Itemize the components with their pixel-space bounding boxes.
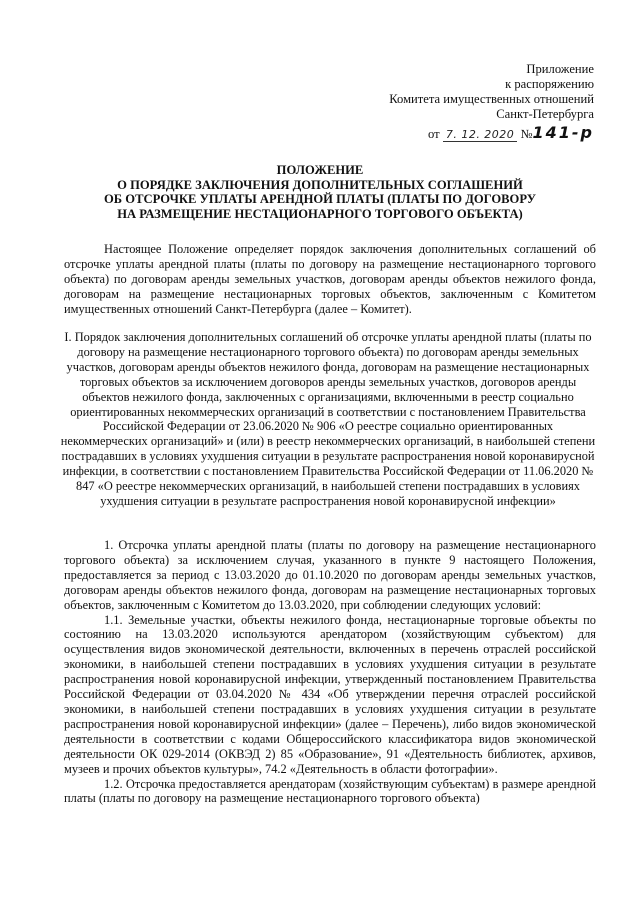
intro-paragraph [64, 242, 596, 317]
paragraph-1-2: 1.2. Отсрочка предоставляется арендаторам (хозяйствующим субъектам) в размере арендной платы (платы по договору на размещение нестационарного торгового объекта) [64, 776, 596, 806]
appendix-line: Санкт-Петербурга [496, 107, 594, 121]
handwritten-number: 141-р [532, 123, 594, 142]
title-line: ОБ ОТСРОЧКЕ УПЛАТЫ АРЕНДНОЙ ПЛАТЫ (ПЛАТЫ ПО ДОГОВОРУ [104, 192, 536, 206]
handwritten-date: 7. 12. 2020 [443, 128, 517, 142]
title-line: ПОЛОЖЕНИЕ [276, 163, 364, 177]
paragraph-1-1: 1.1. Земельные участки, объекты нежилого фонда, нестационарные торговые объекты по состоянию на 13.03.2020 используются арендатором (хозяйствующим субъектом) для осуществления видов экономической деятельности, включенных в перечень отраслей российской экономики, в наибольшей степени пострадавших в условиях ухудшения ситуации в результате распространения новой коронавирусной инфекции, утвержденный постановлением Правительства Российской Федерации от 03.04.2020 № 434 «Об утверждении перечня отраслей российской экономики, в наибольшей степени пострадавших в условиях ухудшения ситуации в результате распространения новой коронавирусной инфекции» (далее – Перечень), либо видов экономической деятельности в соответствии с кодами Общероссийского классификатора видов экономической деятельности ОК 029-2014 (ОКВЭД 2) 85 «Образование», 91 «Деятельность библиотек, архивов, музеев и прочих объектов культуры», 74.2 «Деятельность в области фотографии». [64, 612, 596, 776]
document-body [64, 538, 596, 806]
title-line: О ПОРЯДКЕ ЗАКЛЮЧЕНИЯ ДОПОЛНИТЕЛЬНЫХ СОГЛАШЕНИЙ [117, 177, 523, 192]
appendix-line: Комитета имущественных отношений [389, 92, 594, 106]
document-title [40, 163, 600, 221]
title-line: НА РАЗМЕЩЕНИЕ НЕСТАЦИОНАРНОГО ТОРГОВОГО ОБЪЕКТА) [117, 206, 523, 221]
intro-text: Настоящее Положение определяет порядок заключения дополнительных соглашений об отсрочке уплаты арендной платы (платы по договору на размещение нестационарного торгового объекта) по договорам аренды земельных участков, договорам аренды объектов нежилого фонда, договорам на размещение нестационарных торговых объектов, заключенным с Комитетом имущественных отношений Санкт-Петербурга (далее – Комитет). [64, 242, 596, 316]
appendix-header [334, 62, 594, 142]
section-heading: I. Порядок заключения дополнительных соглашений об отсрочке уплаты арендной платы (платы по договору на размещение нестационарного торгового объекта) по договорам аренды земельных участков, договорам аренды объектов нежилого фонда, договорам на размещение нестационарных торговых объектов за исключением договоров аренды земельных участков, договоров аренды объектов нежилого фонда, заключенных с организациями, включенными в реестр социально ориентированных некоммерческих организаций в соответствии с постановлением Правительства Российской Федерации от 23.06.2020 № 906 «О реестре социально ориентированных некоммерческих организаций» и (или) в реестр некоммерческих организаций, в наибольшей степени пострадавших в условиях ухудшения ситуации в результате распространения новой коронавирусной инфекции, в соответствии с постановлением Правительства Российской Федерации от 11.06.2020 № 847 «О реестре некоммерческих организаций, в наибольшей степени пострадавших в условиях ухудшения ситуации в результате распространения новой коронавирусной инфекции» [60, 330, 596, 508]
appendix-line: к распоряжению [505, 77, 594, 91]
paragraph-1: 1. Отсрочка уплаты арендной платы (платы по договору на размещение нестационарного торгового объекта) за исключением случая, указанного в пункте 9 настоящего Положения, предоставляется за период с 13.03.2020 до 01.10.2020 по договорам аренды земельных участков, договорам аренды объектов нежилого фонда, договорам на размещение нестационарных торговых объектов, заключенным с Комитетом до 13.03.2020, при соблюдении следующих условий: [64, 538, 596, 612]
number-prefix: № [520, 127, 533, 141]
date-number-line [334, 125, 594, 142]
date-prefix: от [428, 127, 440, 141]
appendix-line: Приложение [526, 62, 594, 76]
